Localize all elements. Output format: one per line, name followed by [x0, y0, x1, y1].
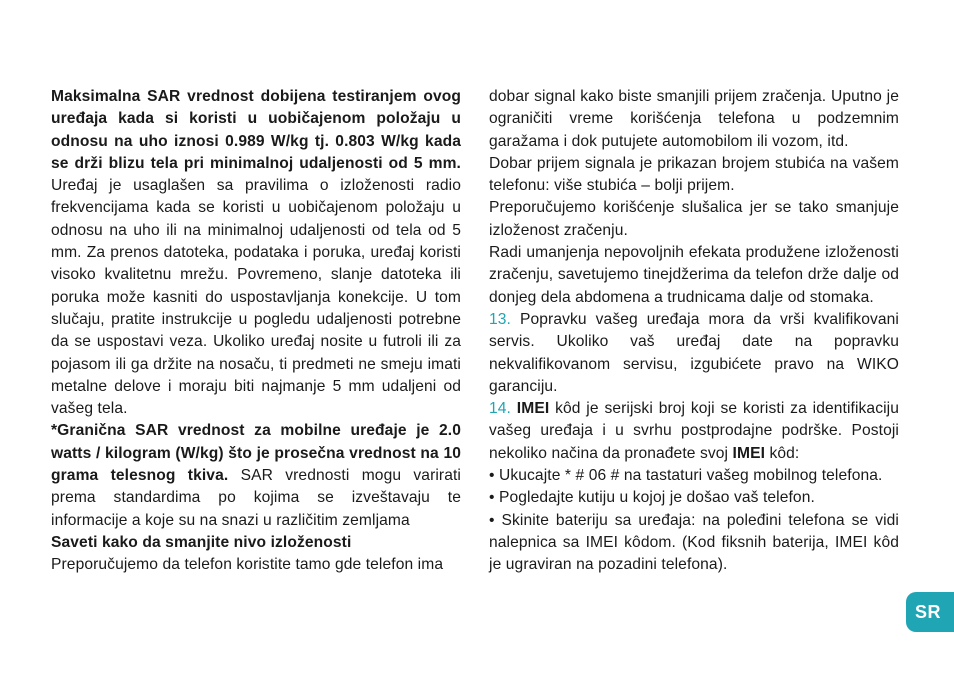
bullet-box: • Pogledajte kutiju u kojoj je došao vaš telefon. [489, 489, 815, 507]
tips-paragraph-continued: dobar signal kako biste smanjili prijem zračenja. Uputno je ograničiti vreme korišćenja telefona u podzemnim garažama i dok putujete automobilom ili vozom, itd. [489, 88, 899, 150]
left-column [51, 86, 461, 577]
language-tab: SR [906, 592, 954, 632]
signal-paragraph: Dobar prijem signala je prikazan brojem stubića na vašem telefonu: više stubića – bolji prijem. [489, 154, 899, 195]
sar-bold-text: Maksimalna SAR vrednost dobijena testiranjem ovog uređaja kada si koristi u uobičajenom položaju u odnosu na uho iznosi 0.989 W/kg tj. 0.803 W/kg kada se drži blizu tela pri minimalnoj udaljenosti od 5 mm. [51, 88, 461, 172]
item-14-number: 14. [489, 400, 511, 418]
item-13-text: Popravku vašeg uređaja mora da vrši kvalifikovani servis. Ukoliko vaš uređaj date na popravku nekvalifikovanom servisu, izgubićete pravo na WIKO garanciju. [489, 310, 899, 395]
tips-heading [51, 532, 461, 554]
item-14 [489, 398, 899, 465]
right-column [489, 86, 899, 577]
item-13-number: 13. [489, 310, 511, 328]
sar-paragraph [51, 86, 461, 420]
tips-heading-text: Saveti kako da smanjite nivo izloženosti [51, 533, 352, 551]
sar-body-text: Uređaj je usaglašen sa pravilima o izloženosti radio frekvencijama kada se koristi u uobičajenom položaju u odnosu na uho ili na minimalnoj udaljenosti od tela od 5 mm. Za prenos datoteka, podataka i poruka, uređaj koristi visoko kvalitetnu mrežu. Povremeno, slanje datoteka ili poruka može kasniti do uspostavljanja konekcije. U tom slučaju, pratite instrukcije u pogledu udaljenosti potrebne da se uspostavi veza. Ukoliko uređaj nosite u futroli ili za pojasom ili ga držite na nosaču, ti predmeti ne smeju imati metalne delove i moraju biti najmanje 5 mm udaljeni od vašeg tela. [51, 177, 461, 418]
headset-paragraph: Preporučujemo korišćenje slušalica jer se tako smanjuje izloženost zračenju. [489, 199, 899, 239]
sar-limit-body-text: SAR vrednosti mogu varirati prema standardima po kojima se izveštavaju te informacije a koje su na snazi u različitim zemljama [51, 467, 461, 529]
item-13 [489, 309, 899, 398]
sar-limit-bold-text: *Granična SAR vrednost za mobilne uređaje je 2.0 watts / kilogram (W/kg) što je prosečna vrednost na 10 grama telesnog tkiva. [51, 422, 461, 485]
item-14-text-end: kôd: [765, 444, 800, 462]
teen-pregnancy-paragraph: Radi umanjenja nepovoljnih efekata produžene izloženosti zračenju, savetujemo tinejdžerima da telefon drže dalje od donjeg dela abdomena a trudnicama dalje od stomaka. [489, 244, 899, 306]
item-14-imei-2: IMEI [732, 444, 766, 462]
sar-limit-paragraph [51, 420, 461, 531]
bullet-dial-code: • Ukucajte * # 06 # na tastaturi vašeg mobilnog telefona. [489, 467, 883, 485]
bullet-battery: • Skinite bateriju sa uređaja: na poleđini telefona se vidi nalepnica sa IMEI kôdom. (Kod fiksnih baterija, IMEI kôd je ugraviran na pozadini telefona). [489, 511, 899, 574]
item-14-imei: IMEI [516, 400, 550, 418]
item-14-text: kôd je serijski broj koji se koristi za identifikaciju vašeg uređaja i u svrhu postprodajne podrške. Postoji nekoliko načina da pronađete svoj [489, 400, 899, 462]
tips-paragraph-start: Preporučujemo da telefon koristite tamo gde telefon ima [51, 556, 444, 574]
